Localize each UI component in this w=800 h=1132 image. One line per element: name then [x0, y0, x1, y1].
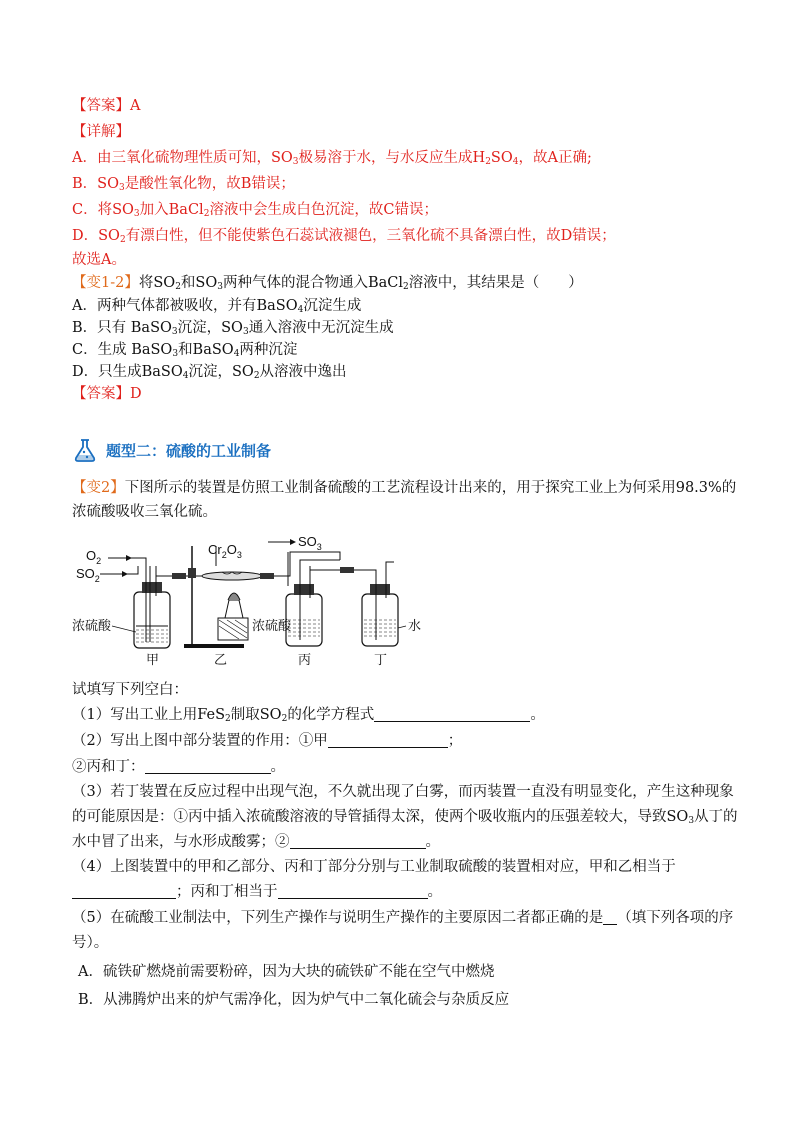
fill-q3b: 的可能原因是：①丙中插入浓硫酸溶液的导管插得太深，使两个吸收瓶内的压强差较大，导致$SO_3$从丁的: [72, 809, 738, 826]
water-label: 水: [408, 619, 422, 634]
answer-value: A: [130, 98, 141, 114]
answer-line-2: 【答案】D: [72, 386, 142, 402]
answer-blank-7[interactable]: [603, 910, 617, 925]
fill-q3c: 水中冒了出来，与水形成酸雾；② 。: [72, 834, 440, 850]
question-2-stem-1: 【变2】下图所示的装置是仿照工业制备硫酸的工艺流程设计出来的，用于探究工业上为何采用98.3%的: [72, 480, 737, 496]
option-d: D．只生成BaSO$_4$沉淀，$SO_2$从溶液中逸出: [72, 364, 347, 381]
option-b: B．只有 BaSO$_3$沉淀，$SO_3$通入溶液中无沉淀生成: [72, 320, 394, 337]
fill-q4b: ；丙和丁相当于 。: [72, 882, 442, 902]
explain-c: C．将$SO_3$加入BaCl$_2$溶液中会生成白色沉淀，故C错误；: [72, 202, 439, 219]
explain-d: D．$SO_2$有漂白性，但不能使紫色石蕊试液褪色，三氧化硫不具备漂白性，故D错误；: [72, 228, 616, 245]
answer-line-1: [72, 96, 140, 116]
fill-q5a: （5）在硫酸工业制法中，下列生产操作与说明生产操作的主要原因二者都正确的是 （填下列各项的序: [72, 910, 734, 926]
answer-blank-6[interactable]: [278, 884, 428, 899]
fill-option-a: A．硫铁矿燃烧前需要粉碎，因为大块的硫铁矿不能在空气中燃烧: [78, 964, 495, 980]
question-1-2-stem: 【变1-2】将$SO_2$和$SO_3$两种气体的混合物通入BaCl$_2$溶液中，其结果是（ ）: [72, 275, 583, 292]
fill-option-b: B．从沸腾炉出来的炉气需净化，因为炉气中二氧化硫会与杂质反应: [78, 992, 510, 1008]
acid-label-2: 浓硫酸: [252, 619, 292, 634]
so3-label: $SO_3$: [298, 536, 322, 552]
option-a: A．两种气体都被吸收，并有BaSO$_4$沉淀生成: [72, 298, 362, 315]
answer-blank-3[interactable]: [145, 759, 271, 774]
explain-b: B．$SO_3$是酸性氧化物，故B错误；: [72, 176, 295, 193]
so2-label: $SO_2$: [76, 566, 100, 584]
fill-q5b: 号）。: [72, 935, 109, 951]
label-jia: 甲: [146, 653, 160, 668]
answer-blank-1[interactable]: [374, 707, 530, 722]
cr2o3-label: $Cr_2O_3$: [208, 542, 242, 560]
fill-q4a: （4）上图装置中的甲和乙部分、丙和丁部分分别与工业制取硫酸的装置相对应，甲和乙相当于: [72, 859, 676, 875]
fill-q3a: （3）若丁装置在反应过程中出现气泡，不久就出现了白雾，而丙装置一直没有明显变化，产生这种现象: [72, 784, 734, 800]
o2-label: $O_2$: [86, 548, 102, 566]
bottle-ding: [354, 562, 398, 646]
section-heading: [72, 436, 271, 464]
answer-blank-5[interactable]: [72, 884, 176, 899]
answer-blank-2[interactable]: [328, 733, 448, 748]
question-2-stem-2: 浓硫酸吸收三氧化硫。: [72, 504, 217, 520]
label-bing: 丙: [298, 653, 312, 668]
apparatus-diagram: [72, 536, 432, 668]
answer-blank-4[interactable]: [290, 834, 426, 849]
fill-q1: （1）写出工业上用FeS$_2$制取$SO_2$的化学方程式 。: [72, 707, 545, 724]
fill-q2b: ②丙和丁： 。: [72, 759, 285, 775]
label-ding: 丁: [374, 653, 388, 668]
option-c: C．生成 BaSO$_3$和BaSO$_4$两种沉淀: [72, 342, 298, 359]
fill-intro: 试填写下列空白：: [72, 682, 188, 698]
detail-label: 【详解】: [72, 124, 130, 140]
explain-a: A．由三氧化硫物理性质可知，$SO_3$极易溶于水，与水反应生成$H_2SO_4$，故A正确;: [72, 150, 592, 167]
section-title: 题型二：硫酸的工业制备: [106, 441, 272, 460]
bottle-jia: [128, 558, 192, 648]
bottle-bing: [286, 552, 352, 646]
flask-icon: [72, 437, 98, 463]
acid-label-1: 浓硫酸: [72, 619, 112, 634]
explain-e: 故选A。: [72, 252, 126, 268]
answer-label: 【答案】: [72, 98, 130, 114]
label-yi: 乙: [214, 653, 228, 668]
fill-q2a: （2）写出上图中部分装置的作用：①甲 ；: [72, 733, 463, 749]
